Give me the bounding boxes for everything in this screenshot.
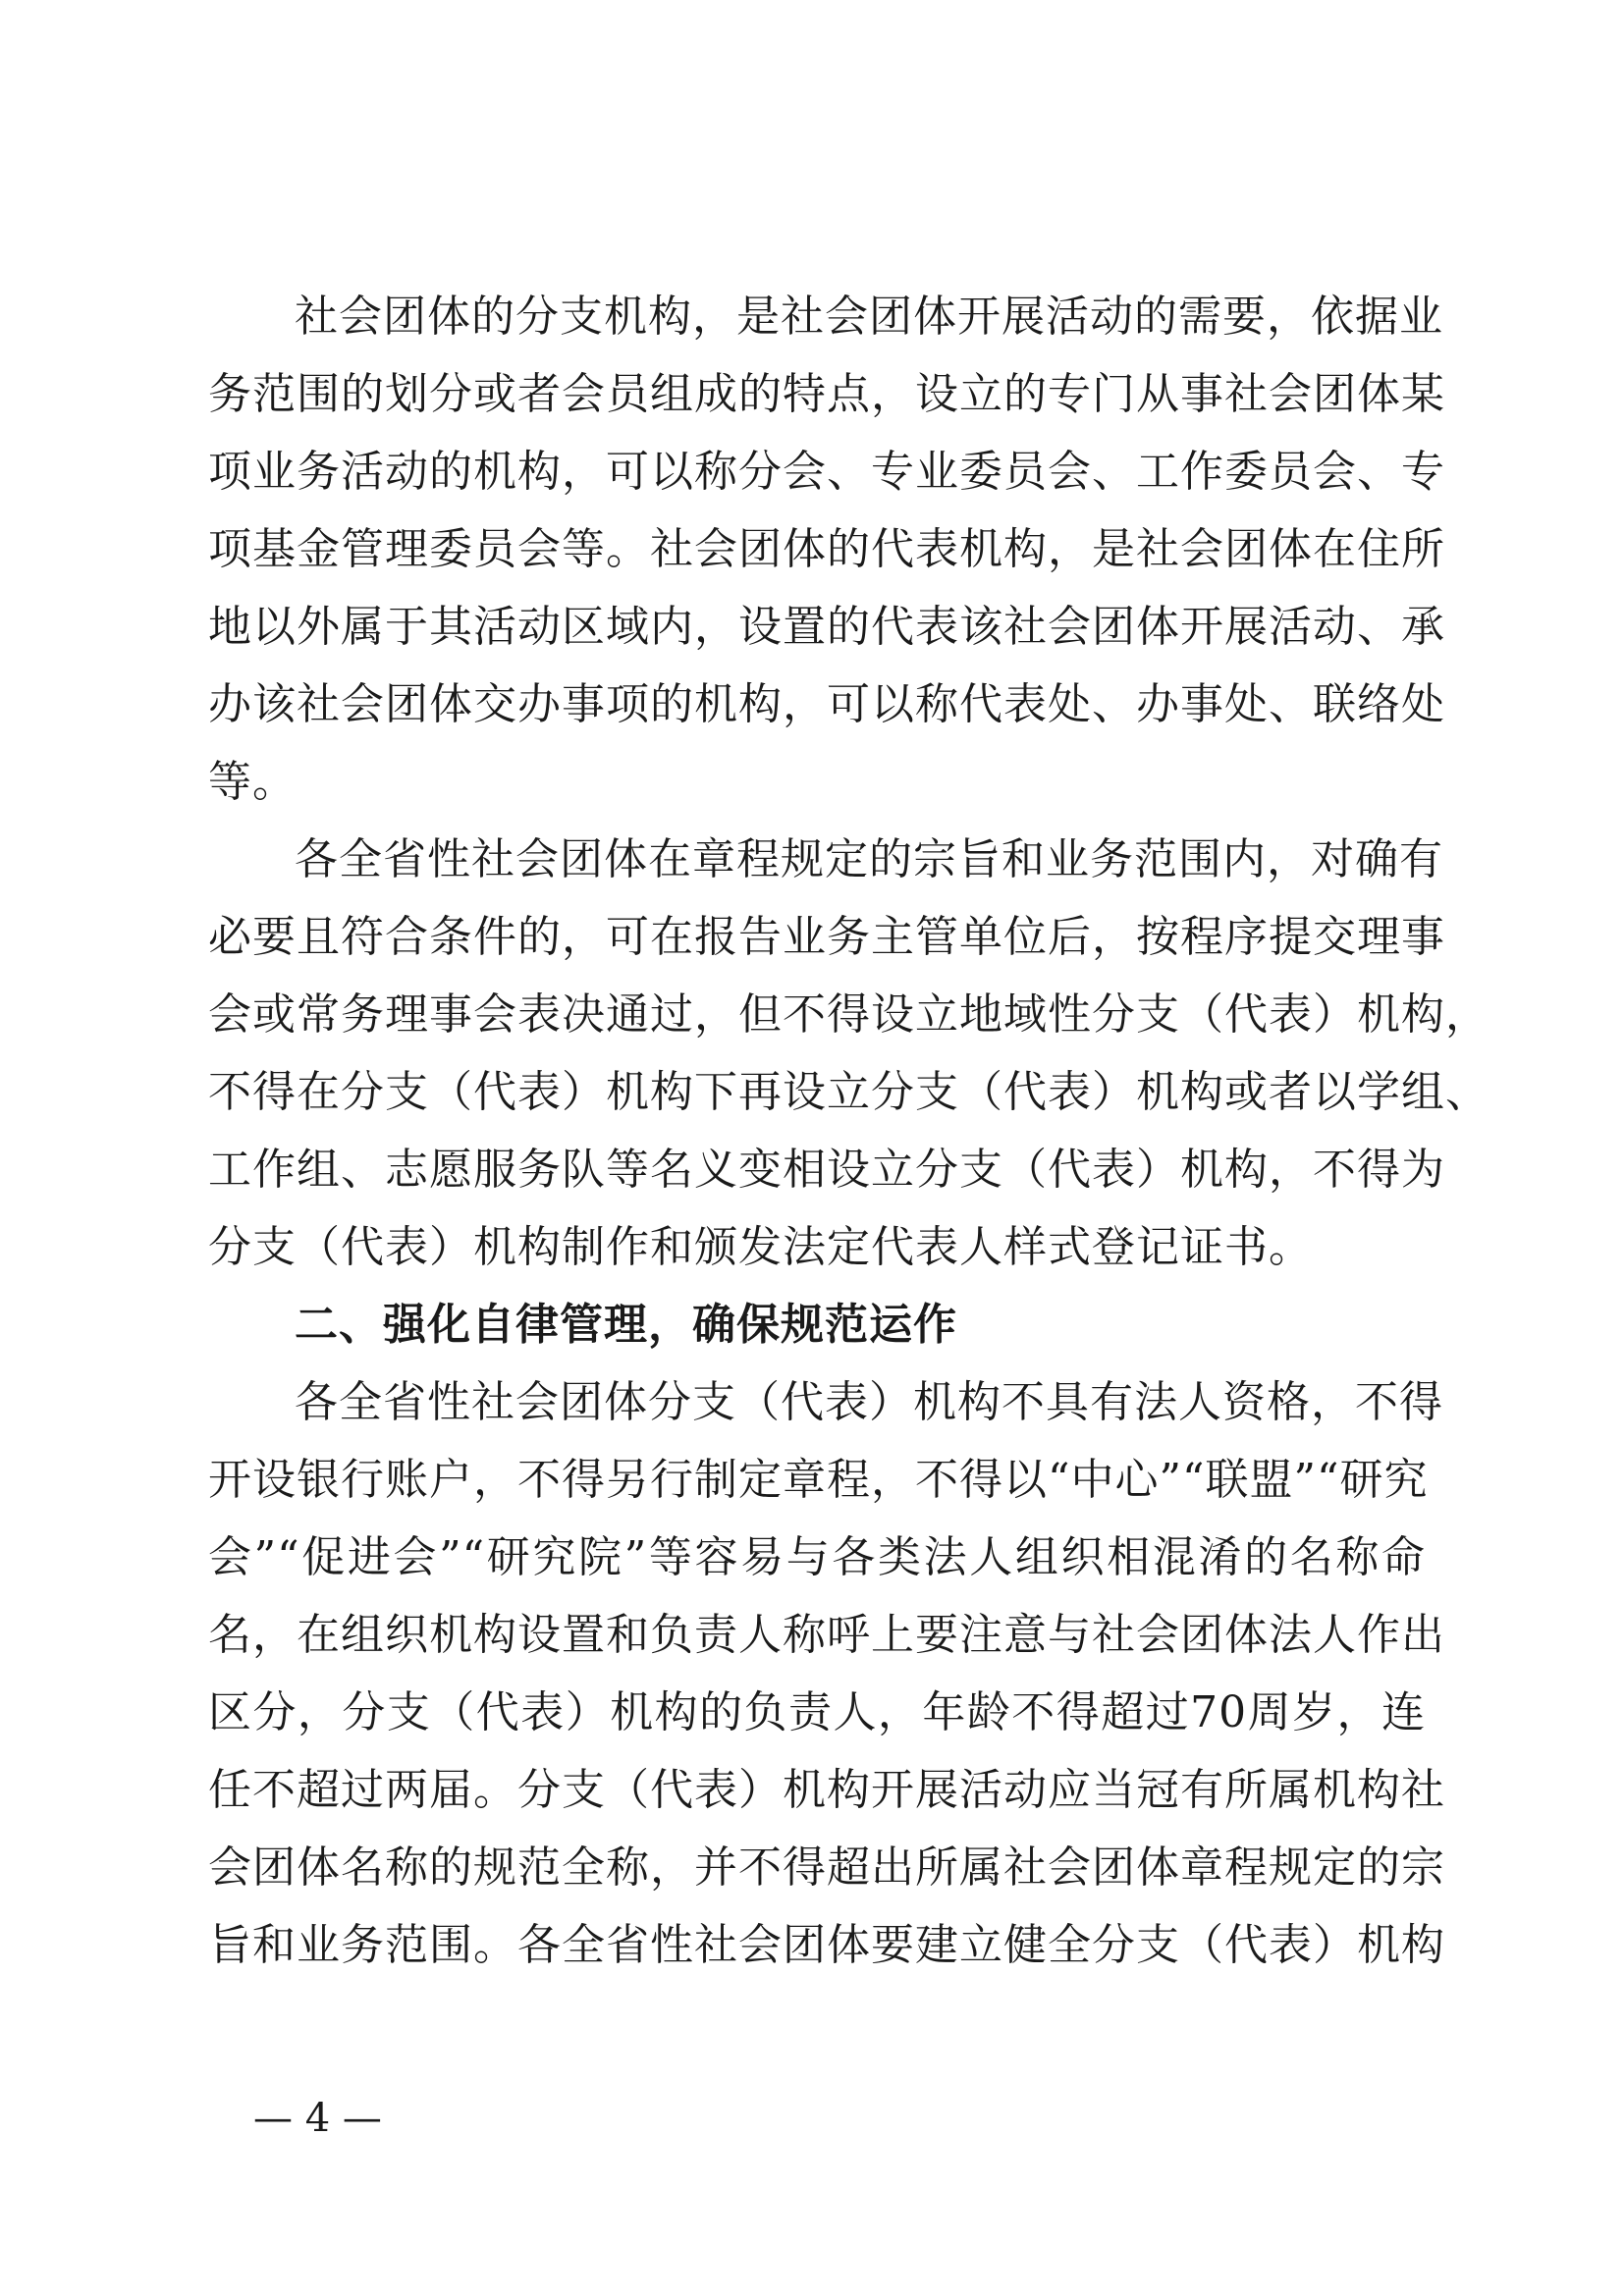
text-line: 务范围的划分或者会员组成的特点，设立的专门从事社会团体某 [208,369,1445,419]
paragraph-establishment-rules [208,821,1489,1286]
text-line: 等。 [208,757,297,807]
text-line: 分支（代表）机构制作和颁发法定代表人样式登记证书。 [208,1222,1313,1272]
text-line: 开设银行账户，不得另行制定章程，不得以“中心”“联盟”“研究 [208,1455,1429,1505]
section-heading: 二、强化自律管理，确保规范运作 [295,1300,957,1350]
page-number: — 4 — [253,2096,382,2141]
text-line: 旨和业务范围。各全省性社会团体要建立健全分支（代表）机构 [208,1920,1445,1970]
text-line: 办该社会团体交办事项的机构，可以称代表处、办事处、联络处 [208,679,1445,729]
text-line: 任不超过两届。分支（代表）机构开展活动应当冠有所属机构社 [208,1765,1445,1815]
section-heading-block [208,1286,1426,1363]
text-line: 工作组、志愿服务队等名义变相设立分支（代表）机构，不得为 [208,1145,1445,1195]
text-line: 区分，分支（代表）机构的负责人，年龄不得超过70周岁，连 [208,1687,1426,1737]
text-line: 会”“促进会”“研究院”等容易与各类法人组织相混淆的名称命 [208,1532,1426,1582]
paragraph-branch-definition [208,278,1445,821]
paragraph-self-discipline [208,1363,1445,1984]
text-line: 会团体名称的规范全称，并不得超出所属社会团体章程规定的宗 [208,1842,1445,1893]
text-line: 地以外属于其活动区域内，设置的代表该社会团体开展活动、承 [208,602,1445,652]
text-line: 项业务活动的机构，可以称分会、专业委员会、工作委员会、专 [208,447,1445,497]
text-line: 不得在分支（代表）机构下再设立分支（代表）机构或者以学组、 [208,1067,1489,1117]
text-line: 必要且符合条件的，可在报告业务主管单位后，按程序提交理事 [208,912,1445,962]
text-line: 各全省性社会团体在章程规定的宗旨和业务范围内，对确有 [295,834,1443,884]
text-line: 会或常务理事会表决通过，但不得设立地域性分支（代表）机构， [208,989,1489,1040]
text-line: 名，在组织机构设置和负责人称呼上要注意与社会团体法人作出 [208,1610,1445,1660]
text-line: 各全省性社会团体分支（代表）机构不具有法人资格，不得 [295,1377,1443,1427]
text-line: 项基金管理委员会等。社会团体的代表机构，是社会团体在住所 [208,524,1445,574]
text-line: 社会团体的分支机构，是社会团体开展活动的需要，依据业 [295,292,1443,342]
